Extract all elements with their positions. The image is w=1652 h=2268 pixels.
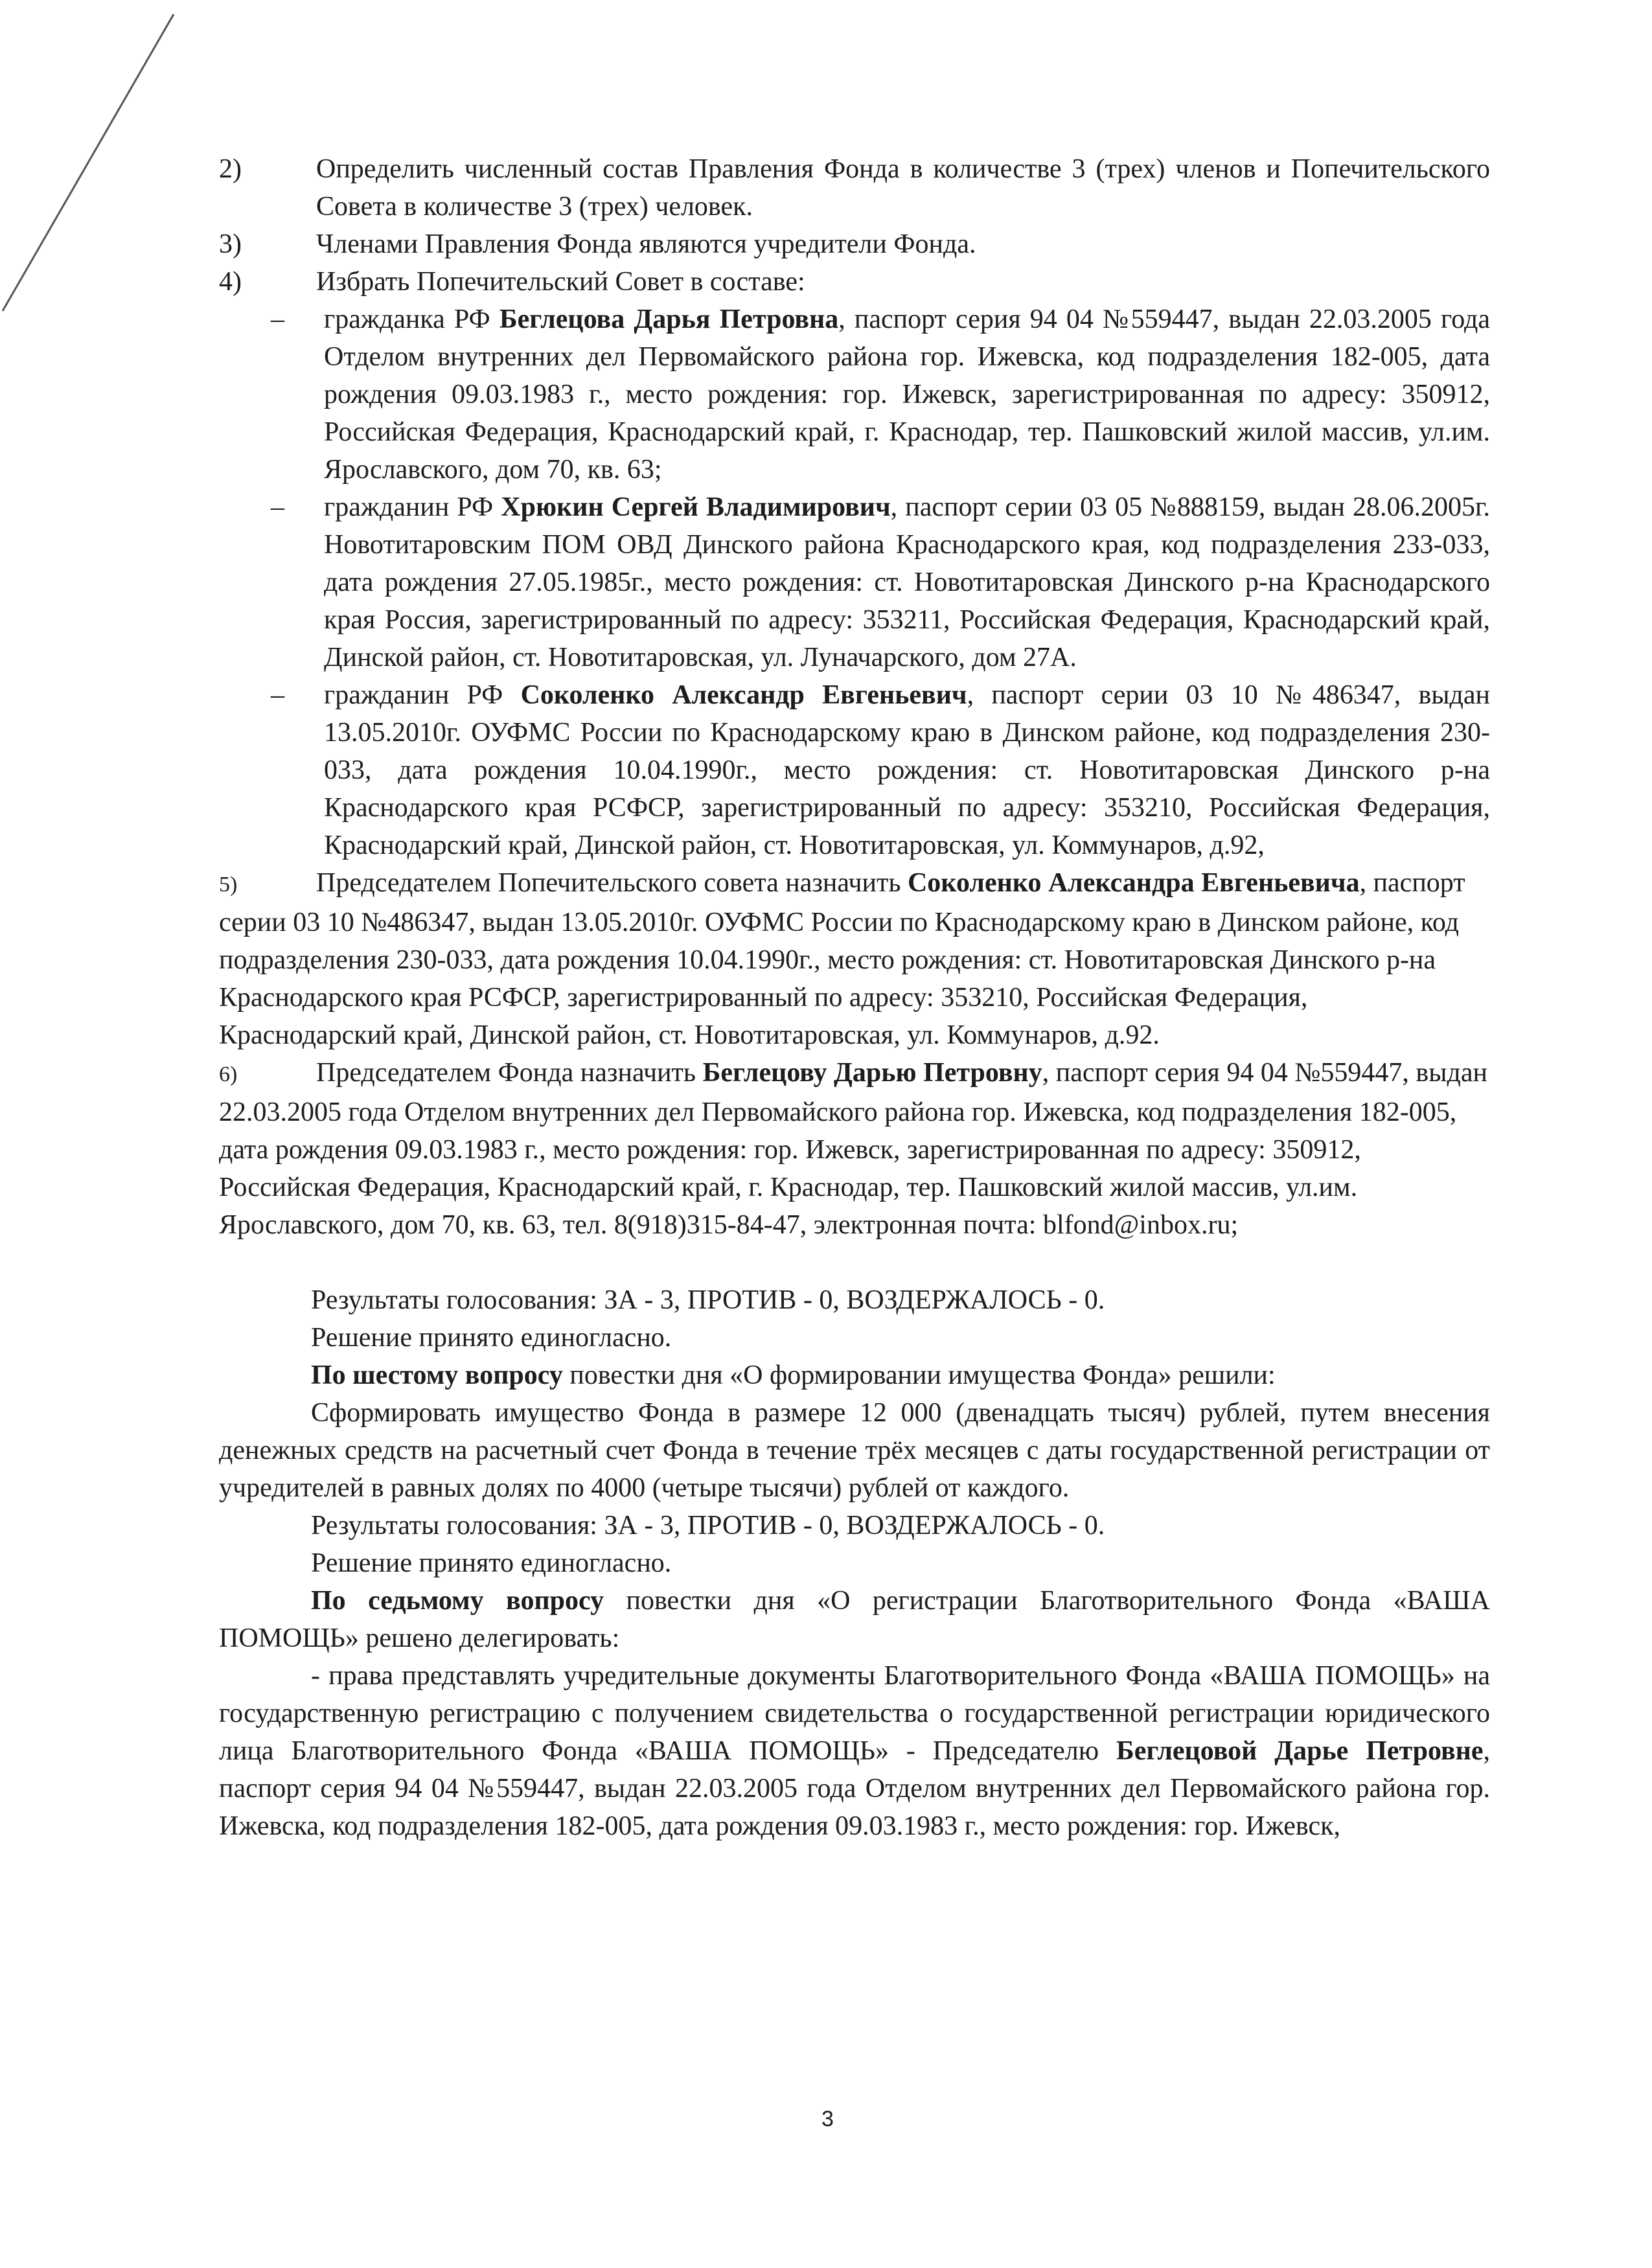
dash-marker: – [271,680,284,710]
item-text: Членами Правления Фонда являются учредители Фонда. [316,229,976,259]
item-4 [219,263,1490,301]
question-7-text: - права представлять учредительные документы Благотворительного Фонда «ВАША ПОМОЩЬ» на государственную регистрацию с получением свидетельства о государственной регистрации юридического лица Благотворительного Фонда «ВАША ПОМОЩЬ» - Председателю Беглецовой Дарье Петровне, паспорт серия 94 04 №559447, выдан 22.03.2005 года Отделом внутренних дел Первомайского района гор. Ижевска, код подразделения 182-005, дата рождения 09.03.1983 г., место рождения: гор. Ижевск, [219,1661,1490,1841]
item-number: 6) [219,1062,238,1086]
item-number: 2) [219,154,242,184]
item-6: 6) Председателем Фонда назначить Беглецову Дарью Петровну, паспорт серия 94 04 №559447, выдан 22.03.2005 года Отделом внутренних дел Первомайского района гор. Ижевска, код подразделения 182-005, дата рождения 09.03.1983 г., место рождения: гор. Ижевск, зарегистрированная по адресу: 350912, Российская Федерация, Краснодарский край, г. Краснодар, тер. Пашковский жилой массив, ул.им. Ярославского, дом 70, кв. 63, тел. 8(918)315-84-47, электронная почта: blfond@inbox.ru; [219,1054,1490,1244]
scan-edge-line [0,6,188,317]
item-number: 4) [219,267,242,297]
item-2 [219,150,1490,225]
member-text: гражданка РФ Беглецова Дарья Петровна, паспорт серия 94 04 №559447, выдан 22.03.2005 года Отделом внутренних дел Первомайского района гор. Ижевска, код подразделения 182-005, дата рождения 09.03.1983 г., место рождения: гор. Ижевск, зарегистрированная по адресу: 350912, Российская Федерация, Краснодарский край, г. Краснодар, тер. Пашковский жилой массив, ул.им. Ярославского, дом 70, кв. 63; [324,304,1491,485]
member-text: гражданин РФ Соколенко Александр Евгеньевич, паспорт серии 03 10 №486347, выдан 13.05.2010г. ОУФМС России по Краснодарскому краю в Динском районе, код подразделения 230-033, дата рождения 10.04.1990г., место рождения: ст. Новотитаровская Динского р-на Краснодарского края РСФСР, зарегистрированный по адресу: 353210, Российская Федерация, Краснодарский край, Динской район, ст. Новотитаровская, ул. Коммунаров, д.92, [324,680,1490,860]
dash-marker: – [271,304,284,334]
member-item [271,676,1490,864]
decision-text: Решение принято единогласно. [311,1548,672,1578]
question-6-text: Сформировать имущество Фонда в размере 12 000 (двенадцать тысяч) рублей, путем внесения денежных средств на расчетный счет Фонда в течение трёх месяцев с даты государственной регистрации от учредителей в равных долях по 4000 (четыре тысячи) рублей от каждого. [219,1398,1490,1503]
question-7-heading: По седьмому вопросу повестки дня «О регистрации Благотворительного Фонда «ВАША ПОМОЩЬ» решено делегировать: [219,1586,1490,1653]
item-text: Избрать Попечительский Совет в составе: [316,267,805,297]
item-number: 5) [219,873,238,897]
item-5: 5) Председателем Попечительского совета назначить Соколенко Александра Евгеньевича, паспорт серии 03 10 №486347, выдан 13.05.2010г. ОУФМС России по Краснодарскому краю в Динском районе, код подразделения 230-033, дата рождения 10.04.1990г., место рождения: ст. Новотитаровская Динского р-на Краснодарского края РСФСР, зарегистрированный по адресу: 353210, Российская Федерация, Краснодарский край, Динской район, ст. Новотитаровская, ул. Коммунаров, д.92. [219,864,1490,1054]
member-name: Соколенко Александр Евгеньевич [520,680,967,710]
item-number: 3) [219,229,242,259]
document-body [219,150,1490,1845]
item-text: Определить численный состав Правления Фонда в количестве 3 (трех) членов и Попечительского Совета в количестве 3 (трех) человек. [316,154,1490,222]
delegate-name: Беглецовой Дарье Петровне [1116,1736,1484,1766]
dash-marker: – [271,492,284,522]
chairman-council-name: Соколенко Александра Евгеньевича [907,868,1360,898]
member-name: Хрюкин Сергей Владимирович [501,492,891,522]
page-number: 3 [821,2107,834,2131]
chairman-fund-name: Беглецову Дарью Петровну [702,1058,1042,1088]
item-3 [219,225,1490,263]
vote-results: Результаты голосования: ЗА - 3, ПРОТИВ - 0, ВОЗДЕРЖАЛОСЬ - 0. [311,1285,1105,1315]
question-6-heading: По шестому вопросу повестки дня «О формировании имущества Фонда» решили: [311,1360,1276,1390]
member-item [271,488,1490,676]
decision-text: Решение принято единогласно. [311,1323,672,1353]
member-text: гражданин РФ Хрюкин Сергей Владимирович, паспорт серии 03 05 №888159, выдан 28.06.2005г. Новотитаровским ПОМ ОВД Динского района Краснодарского края, код подразделения 233-033, дата рождения 27.05.1985г., место рождения: ст. Новотитаровская Динского р-на Краснодарского края Россия, зарегистрированный по адресу: 353211, Российская Федерация, Краснодарский край, Динской район, ст. Новотитаровская, ул. Луначарского, дом 27А. [324,492,1490,672]
member-name: Беглецова Дарья Петровна [499,304,839,334]
vote-results: Результаты голосования: ЗА - 3, ПРОТИВ - 0, ВОЗДЕРЖАЛОСЬ - 0. [311,1511,1105,1541]
member-item [271,301,1490,488]
